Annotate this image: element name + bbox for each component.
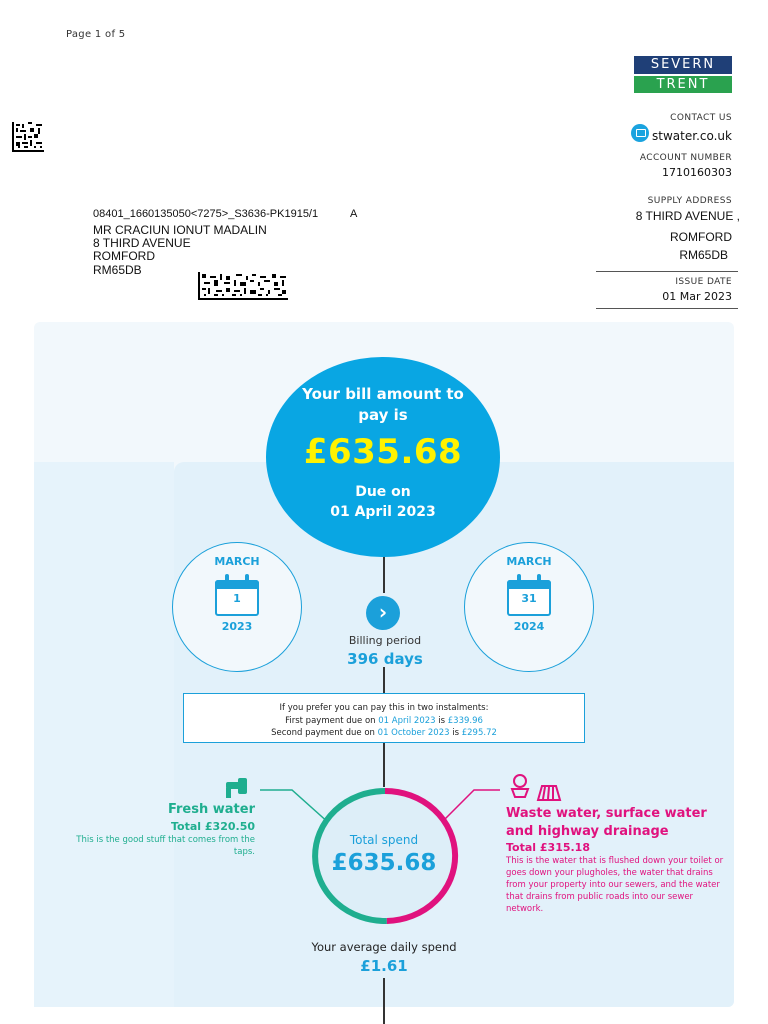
issue-date-label: ISSUE DATE bbox=[675, 277, 732, 287]
average-daily-spend-amount: £1.61 bbox=[360, 957, 408, 975]
total-spend-amount: £635.68 bbox=[331, 850, 437, 876]
supply-address-line2: ROMFORD bbox=[670, 230, 732, 244]
recipient-name: MR CRACIUN IONUT MADALIN bbox=[93, 223, 267, 237]
page-number: Page 1 of 5 bbox=[66, 29, 126, 40]
first-instalment-date: 01 April 2023 bbox=[378, 715, 436, 726]
tap-icon bbox=[226, 778, 247, 798]
drain-grate-icon bbox=[538, 786, 560, 800]
recipient-street: 8 THIRD AVENUE bbox=[93, 236, 191, 250]
end-month: MARCH bbox=[506, 555, 552, 568]
chevron-right-icon: › bbox=[366, 596, 400, 630]
bill-due-date: 01 April 2023 bbox=[330, 504, 436, 520]
supply-address-line3: RM65DB bbox=[679, 248, 728, 262]
waste-water-connector bbox=[440, 790, 500, 824]
first-instalment-is: is bbox=[438, 715, 446, 726]
waste-water-description: This is the water that is flushed down your toilet or goes down your plugholes, the water that drains from your property into our sewers, and the water that drains from public roads into our sewer network. bbox=[506, 856, 724, 914]
fresh-water-total: Total £320.50 bbox=[171, 820, 255, 833]
bill-amount: £635.68 bbox=[303, 432, 463, 472]
website-link[interactable]: stwater.co.uk bbox=[652, 129, 732, 143]
waste-water-title: Waste water, surface water and highway drainage bbox=[506, 806, 707, 839]
mailing-reference: 08401_1660135050<7275>_S3636-PK1915/1 bbox=[93, 208, 319, 220]
billing-period-label: Billing period bbox=[348, 634, 422, 647]
end-year: 2024 bbox=[513, 620, 545, 633]
waste-water-total: Total £315.18 bbox=[506, 841, 590, 854]
logo-line-severn: SEVERN bbox=[634, 56, 732, 74]
average-daily-spend-label: Your average daily spend bbox=[311, 940, 457, 954]
second-instalment-date: 01 October 2023 bbox=[377, 728, 450, 738]
supply-address-line1: 8 THIRD AVENUE , bbox=[635, 209, 740, 223]
supply-address-label: SUPPLY ADDRESS bbox=[647, 196, 732, 206]
fresh-water-connector bbox=[260, 790, 330, 824]
account-number: 1710160303 bbox=[662, 166, 732, 179]
second-instalment-amount: £295.72 bbox=[461, 728, 497, 738]
second-instalment-is: is bbox=[452, 728, 460, 738]
total-spend-label: Total spend bbox=[349, 833, 419, 847]
end-day: 31 bbox=[521, 592, 537, 605]
start-year: 2023 bbox=[221, 620, 253, 633]
start-day: 1 bbox=[233, 592, 241, 605]
toilet-icon bbox=[512, 775, 528, 797]
account-number-label: ACCOUNT NUMBER bbox=[639, 153, 732, 163]
fresh-water-title: Fresh water bbox=[167, 802, 255, 817]
second-instalment-prefix: Second payment due on bbox=[271, 728, 375, 738]
bill-due-label: Due on bbox=[355, 484, 411, 500]
first-instalment-prefix: First payment due on bbox=[285, 715, 376, 726]
contact-label: CONTACT US bbox=[670, 113, 732, 123]
logo-line-trent: TRENT bbox=[634, 76, 732, 93]
first-instalment-amount: £339.96 bbox=[447, 715, 483, 726]
mailing-reference-code: A bbox=[350, 208, 358, 220]
start-month: MARCH bbox=[214, 555, 260, 568]
fresh-water-description: This is the good stuff that comes from the taps. bbox=[76, 835, 255, 857]
billing-period-days: 396 days bbox=[347, 650, 423, 668]
recipient-postcode: RM65DB bbox=[93, 263, 142, 277]
bill-heading: Your bill amount to pay is bbox=[302, 385, 464, 424]
issue-date: 01 Mar 2023 bbox=[662, 290, 732, 303]
instalments-intro: If you prefer you can pay this in two instalments: bbox=[279, 703, 489, 713]
recipient-town: ROMFORD bbox=[93, 249, 155, 263]
